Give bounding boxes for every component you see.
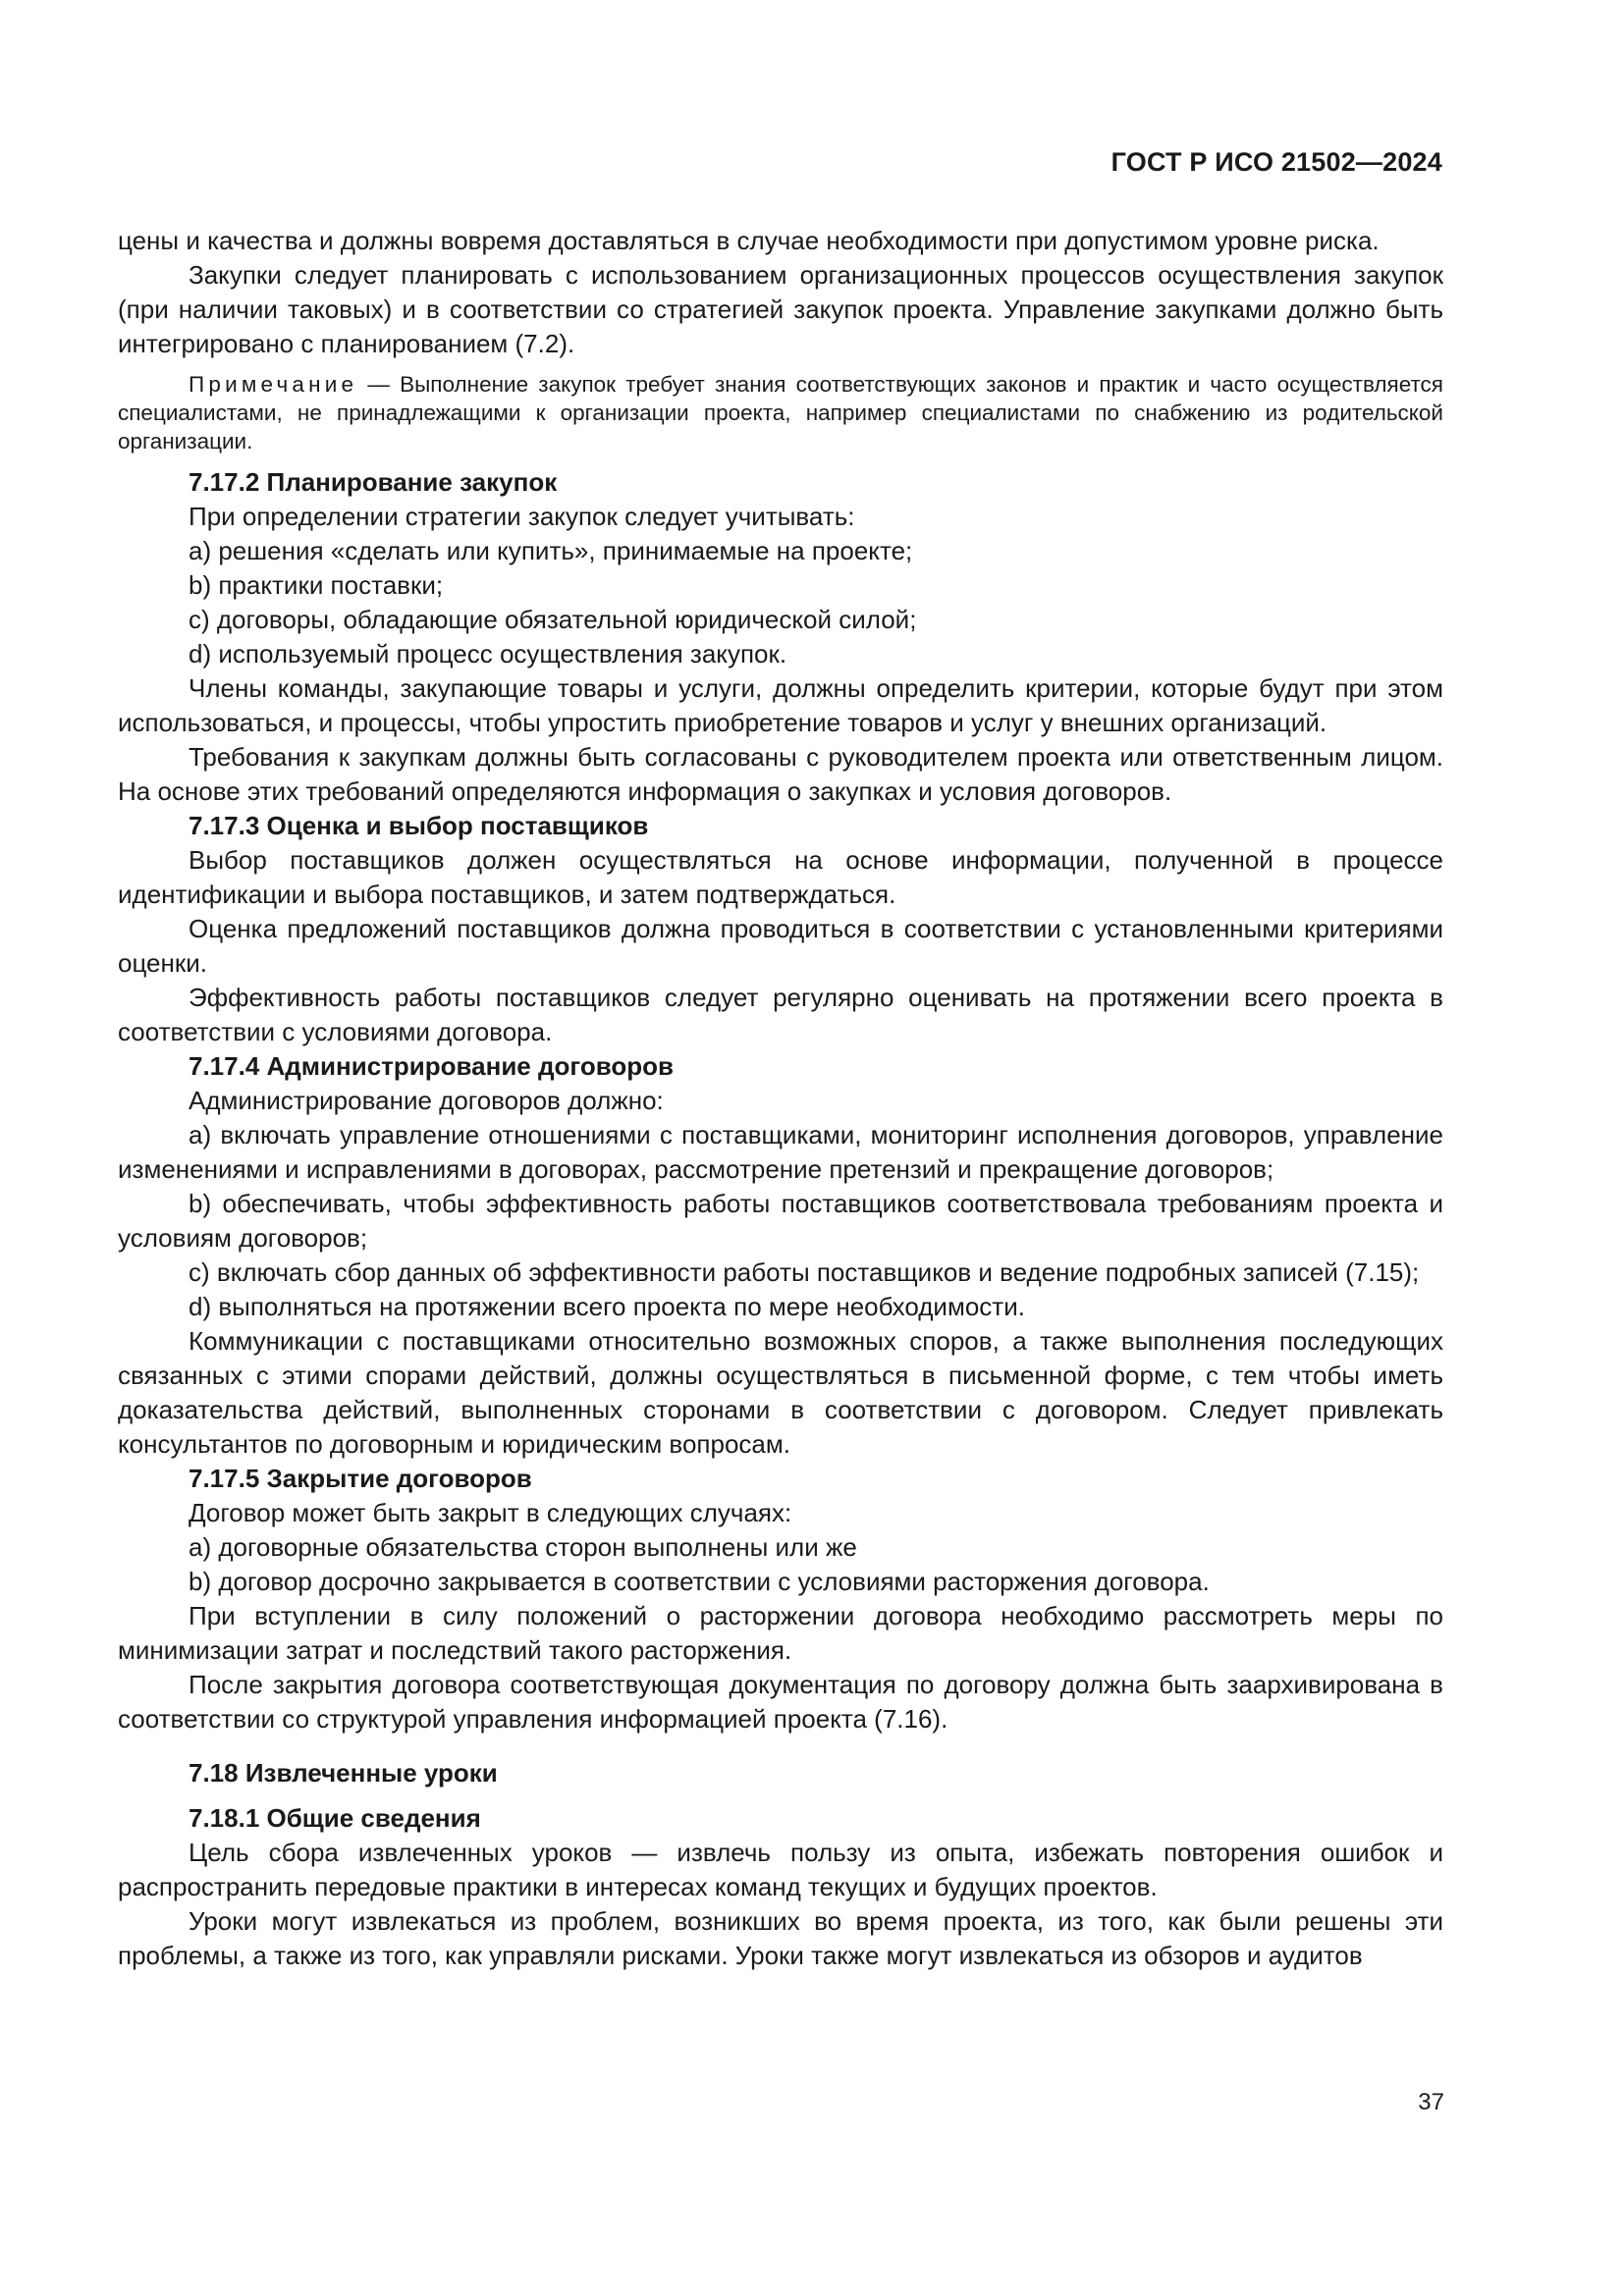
section-heading: 7.18 Извлеченные уроки (189, 1758, 498, 1788)
paragraph: Закупки следует планировать с использованием организационных процессов осуществления закупок (при наличии таковых) и в соответствии со стратегией закупок проекта. Управление закупками должно быть интегрировано с планированием (7.2). (118, 260, 1443, 358)
paragraph: Члены команды, закупающие товары и услуги, должны определить критерии, которые будут при этом использоваться, и процессы, чтобы упростить приобретение товаров и услуг у внешних организаций. (118, 673, 1443, 737)
list-item: b) обеспечивать, чтобы эффективность работы поставщиков соответствовала требованиям проекта и условиям договоров; (118, 1189, 1443, 1253)
paragraph: Требования к закупкам должны быть согласованы с руководителем проекта или ответственным лицом. На основе этих требований определяются информация о закупках и условия договоров. (118, 742, 1443, 806)
list-item: a) решения «сделать или купить», принимаемые на проекте; (189, 536, 913, 565)
list-item: d) выполняться на протяжении всего проекта по мере необходимости. (189, 1292, 1025, 1321)
note (118, 370, 1443, 455)
section-heading: 7.18.1 Общие сведения (189, 1803, 481, 1833)
paragraph: цены и качества и должны вовремя доставляться в случае необходимости при допустимом уровне риска. (118, 226, 1380, 255)
page-number: 37 (1418, 2089, 1444, 2115)
document-code: ГОСТ Р ИСО 21502—2024 (1110, 147, 1442, 177)
paragraph: Договор может быть закрыт в следующих случаях: (189, 1498, 792, 1527)
page-body (118, 224, 1443, 1973)
list-item: b) практики поставки; (189, 570, 444, 600)
section-heading: 7.17.2 Планирование закупок (189, 467, 558, 497)
list-item: c) включать сбор данных об эффективности работы поставщиков и ведение подробных записей (7.15); (189, 1257, 1420, 1287)
paragraph: Администрирование договоров должно: (189, 1086, 664, 1115)
paragraph: Уроки могут извлекаться из проблем, возникших во время проекта, из того, как были решены эти проблемы, а также из того, как управляли рисками. Уроки также могут извлекаться из обзоров и аудитов (118, 1906, 1443, 1970)
paragraph: Выбор поставщиков должен осуществляться на основе информации, полученной в процессе идентификации и выбора поставщиков, и затем подтверждаться. (118, 845, 1443, 909)
paragraph: После закрытия договора соответствующая документация по договору должна быть заархивирована в соответствии со структурой управления информацией проекта (7.16). (118, 1670, 1443, 1734)
paragraph: При вступлении в силу положений о расторжении договора необходимо рассмотреть меры по минимизации затрат и последствий такого расторжения. (118, 1601, 1443, 1665)
section-heading: 7.17.5 Закрытие договоров (189, 1464, 532, 1493)
paragraph: При определении стратегии закупок следует учитывать: (189, 502, 855, 531)
paragraph: Коммуникации с поставщиками относительно возможных споров, а также выполнения последующих связанных с этими спорами действий, должны осуществляться в письменной форме, с тем чтобы иметь доказательства действий, выполненных сторонами в соответствии с договором. Следует привлекать консультантов по договорным и юридическим вопросам. (118, 1326, 1443, 1459)
section-heading: 7.17.4 Администрирование договоров (189, 1051, 675, 1081)
note-text: — Выполнение закупок требует знания соответствующих законов и практик и часто осуществляется специалистами, не принадлежащими к организации проекта, например специалистами по снабжению из родительской организации. (118, 372, 1443, 454)
list-item: b) договор досрочно закрывается в соответствии с условиями расторжения договора. (189, 1567, 1210, 1596)
paragraph: Оценка предложений поставщиков должна проводиться в соответствии с установленными критериями оценки. (118, 914, 1443, 978)
list-item: c) договоры, обладающие обязательной юридической силой; (189, 605, 917, 634)
section-heading: 7.17.3 Оценка и выбор поставщиков (189, 811, 649, 840)
note-label: Примечание (189, 372, 358, 397)
list-item: a) договорные обязательства сторон выполнены или же (189, 1532, 857, 1562)
paragraph: Цель сбора извлеченных уроков — извлечь пользу из опыта, избежать повторения ошибок и распространить передовые практики в интересах команд текущих и будущих проектов. (118, 1838, 1443, 1901)
paragraph: Эффективность работы поставщиков следует регулярно оценивать на протяжении всего проекта в соответствии с условиями договора. (118, 983, 1443, 1046)
list-item: a) включать управление отношениями с поставщиками, мониторинг исполнения договоров, управление изменениями и исправлениями в договорах, рассмотрение претензий и прекращение договоров; (118, 1120, 1443, 1184)
list-item: d) используемый процесс осуществления закупок. (189, 639, 787, 668)
